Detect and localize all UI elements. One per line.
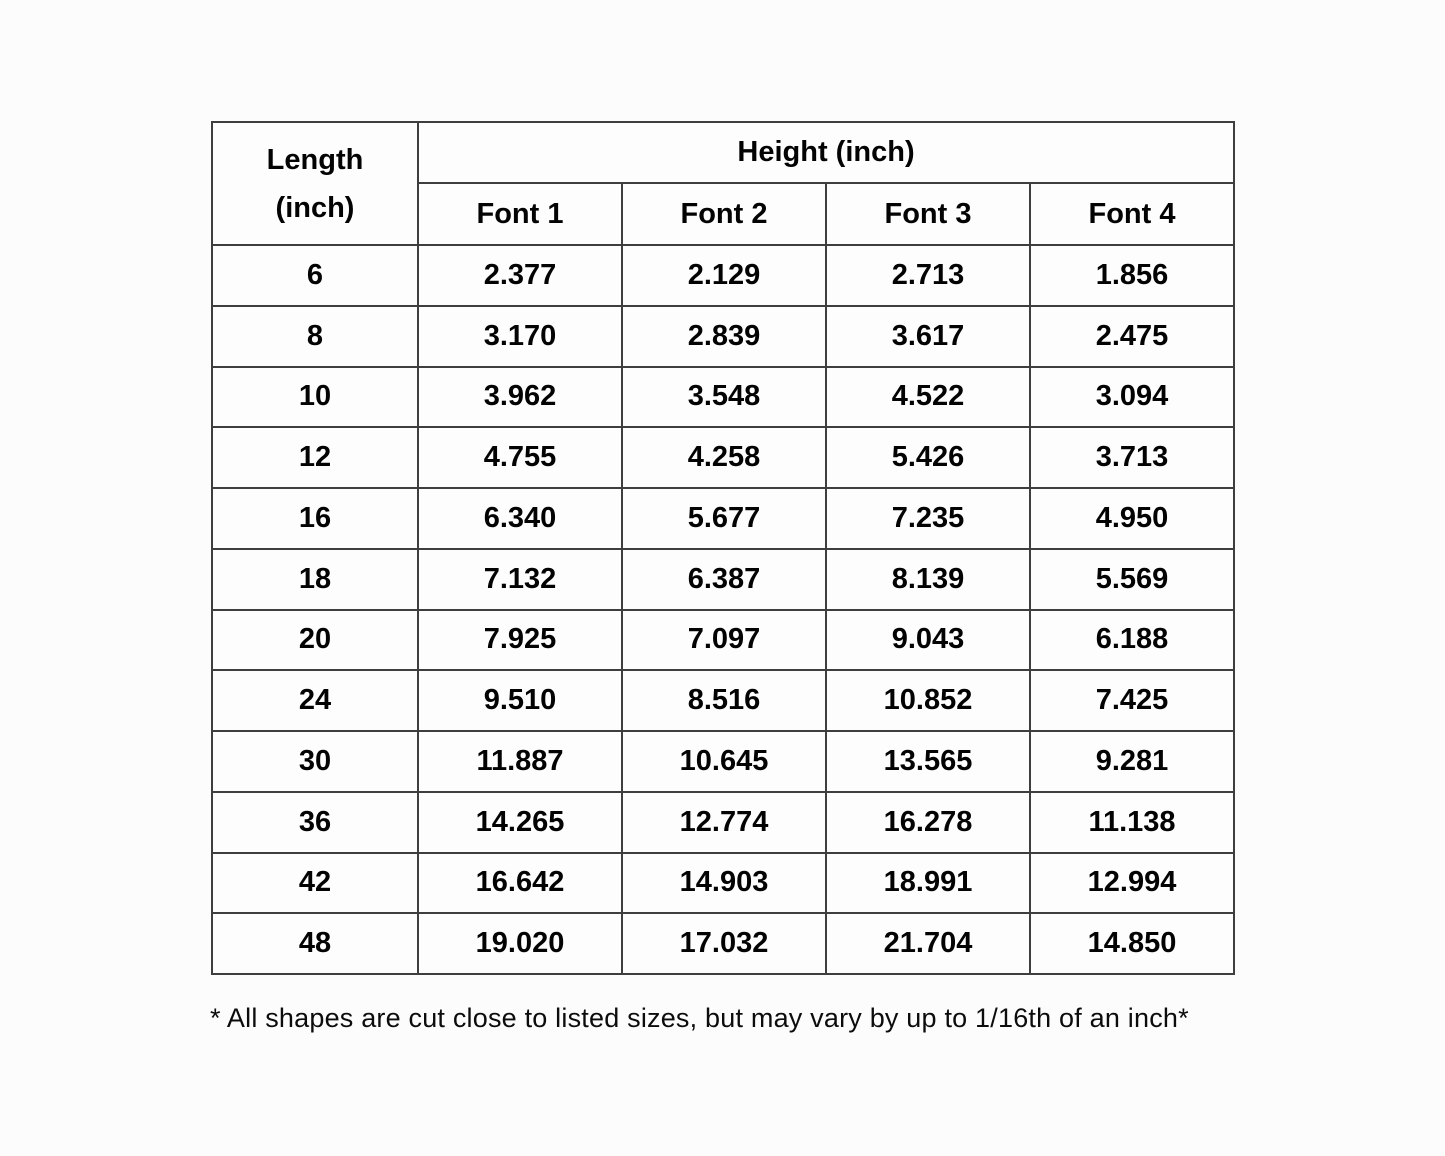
font-2-column-header: Font 2: [622, 183, 826, 245]
height-value-cell: 9.281: [1030, 731, 1234, 792]
height-value-cell: 11.887: [418, 731, 622, 792]
height-value-cell: 5.677: [622, 488, 826, 549]
height-value-cell: 7.097: [622, 610, 826, 671]
height-value-cell: 14.265: [418, 792, 622, 853]
height-value-cell: 7.425: [1030, 670, 1234, 731]
footnote: * All shapes are cut close to listed sizes, but may vary by up to 1/16th of an inch*: [210, 1003, 1189, 1033]
height-value-cell: 5.569: [1030, 549, 1234, 610]
height-value-cell: 2.377: [418, 245, 622, 306]
table-row: [212, 367, 1234, 428]
table-row: [212, 670, 1234, 731]
table-row: [212, 549, 1234, 610]
height-value-cell: 13.565: [826, 731, 1030, 792]
height-value-cell: 2.129: [622, 245, 826, 306]
height-value-cell: 7.235: [826, 488, 1030, 549]
length-cell: 6: [212, 245, 418, 306]
height-value-cell: 3.713: [1030, 427, 1234, 488]
length-cell: 8: [212, 306, 418, 367]
length-cell: 12: [212, 427, 418, 488]
height-value-cell: 1.856: [1030, 245, 1234, 306]
height-value-cell: 17.032: [622, 913, 826, 974]
length-cell: 16: [212, 488, 418, 549]
height-value-cell: 5.426: [826, 427, 1030, 488]
height-value-cell: 11.138: [1030, 792, 1234, 853]
height-value-cell: 10.645: [622, 731, 826, 792]
height-value-cell: 7.132: [418, 549, 622, 610]
height-value-cell: 8.139: [826, 549, 1030, 610]
height-value-cell: 3.170: [418, 306, 622, 367]
table-row: [212, 306, 1234, 367]
height-value-cell: 19.020: [418, 913, 622, 974]
table-row: [212, 913, 1234, 974]
length-cell: 18: [212, 549, 418, 610]
height-value-cell: 12.994: [1030, 853, 1234, 914]
height-value-cell: 2.475: [1030, 306, 1234, 367]
table-row: [212, 427, 1234, 488]
height-value-cell: 2.839: [622, 306, 826, 367]
height-value-cell: 7.925: [418, 610, 622, 671]
height-value-cell: 8.516: [622, 670, 826, 731]
length-cell: 36: [212, 792, 418, 853]
table-row: [212, 731, 1234, 792]
length-cell: 24: [212, 670, 418, 731]
table-row: [212, 853, 1234, 914]
height-value-cell: 4.755: [418, 427, 622, 488]
height-value-cell: 14.850: [1030, 913, 1234, 974]
height-value-cell: 4.950: [1030, 488, 1234, 549]
height-group-header: Height (inch): [418, 122, 1234, 183]
height-value-cell: 6.188: [1030, 610, 1234, 671]
table-row: [212, 610, 1234, 671]
height-value-cell: 2.713: [826, 245, 1030, 306]
size-chart-table: [211, 121, 1235, 975]
height-value-cell: 3.094: [1030, 367, 1234, 428]
length-cell: 42: [212, 853, 418, 914]
length-header-cell: [212, 122, 418, 245]
height-value-cell: 6.387: [622, 549, 826, 610]
height-value-cell: 16.278: [826, 792, 1030, 853]
table-body: [212, 245, 1234, 974]
height-value-cell: 12.774: [622, 792, 826, 853]
height-value-cell: 18.991: [826, 853, 1030, 914]
height-value-cell: 9.510: [418, 670, 622, 731]
height-value-cell: 21.704: [826, 913, 1030, 974]
height-value-cell: 16.642: [418, 853, 622, 914]
length-header-line1: Length: [266, 143, 364, 176]
table-header: [212, 122, 1234, 245]
height-value-cell: 6.340: [418, 488, 622, 549]
length-cell: 30: [212, 731, 418, 792]
length-cell: 20: [212, 610, 418, 671]
font-1-column-header: Font 1: [418, 183, 622, 245]
table-row: [212, 792, 1234, 853]
height-value-cell: 14.903: [622, 853, 826, 914]
header-row-group: [212, 122, 1234, 183]
font-4-column-header: Font 4: [1030, 183, 1234, 245]
font-3-column-header: Font 3: [826, 183, 1030, 245]
height-value-cell: 3.962: [418, 367, 622, 428]
height-value-cell: 9.043: [826, 610, 1030, 671]
length-cell: 48: [212, 913, 418, 974]
table-row: [212, 245, 1234, 306]
height-value-cell: 4.522: [826, 367, 1030, 428]
table-row: [212, 488, 1234, 549]
height-value-cell: 10.852: [826, 670, 1030, 731]
height-value-cell: 4.258: [622, 427, 826, 488]
height-value-cell: 3.617: [826, 306, 1030, 367]
height-value-cell: 3.548: [622, 367, 826, 428]
length-cell: 10: [212, 367, 418, 428]
length-header-line2: (inch): [275, 191, 355, 224]
